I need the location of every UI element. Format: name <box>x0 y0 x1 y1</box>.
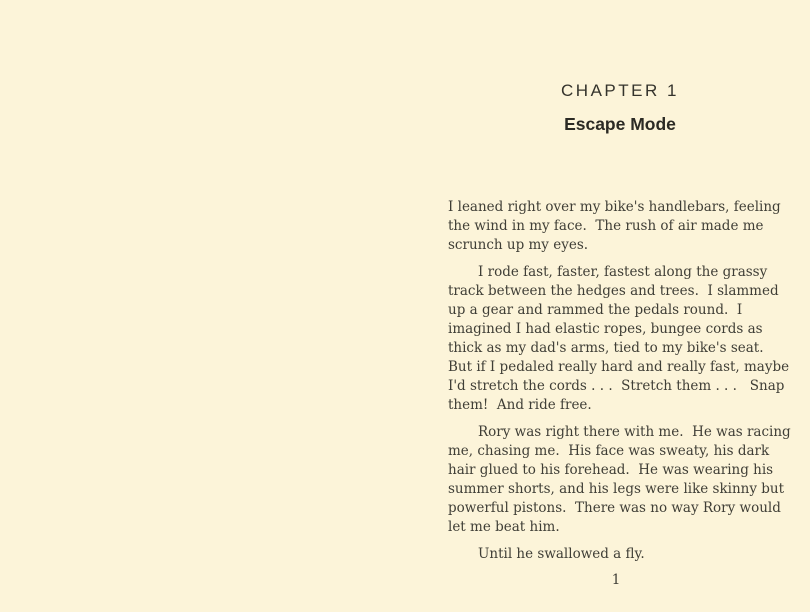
chapter-label: CHAPTER 1 <box>561 81 679 100</box>
body-text <box>448 198 808 572</box>
paragraph-2: I rode fast, faster, fastest along the grassy track between the hedges and trees. I slammed up a gear and rammed the pedals round. I imagined I had elastic ropes, bungee cords as thick as my dad's arms, tied to my bike's seat. But if I pedaled really hard and really fast, maybe I'd stretch the cords . . . Stretch them . . . Snap them! And ride free. <box>448 264 790 413</box>
chapter-title: Escape Mode <box>564 114 676 134</box>
paragraph-4: Until he swallowed a fly. <box>478 546 645 562</box>
paragraph-1: I leaned right over my bike's handlebars, feeling the wind in my face. The rush of air made me scrunch up my eyes. <box>448 199 781 253</box>
paragraph-3: Rory was right there with me. He was racing me, chasing me. His face was sweaty, his dark hair glued to his forehead. He was wearing his summer shorts, and his legs were like skinny but powerful pistons. There was no way Rory would let me beat him. <box>448 424 791 535</box>
page-number: 1 <box>611 572 621 588</box>
